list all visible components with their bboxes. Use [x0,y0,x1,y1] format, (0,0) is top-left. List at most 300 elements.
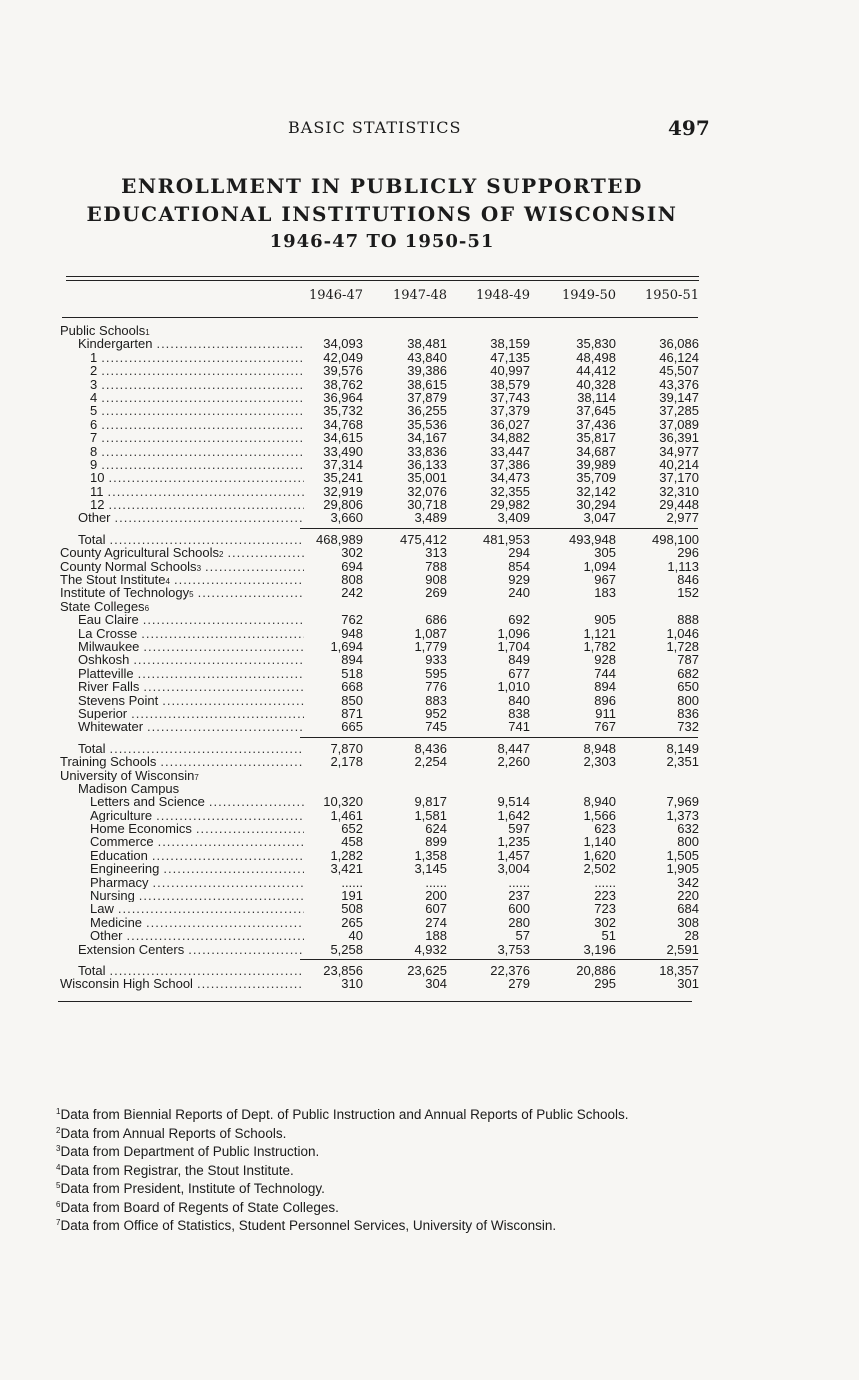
table-cell: 1,113 [667,558,699,574]
row-label-text: Total [78,963,106,978]
table-cell: 36,255 [407,403,447,419]
table-cell: 1,728 [666,638,699,654]
table-cell: 624 [425,821,447,837]
table-cell: 46,124 [659,349,699,365]
table-cell: 800 [677,692,699,708]
row-label-text: Medicine [90,915,143,930]
table-cell: 305 [594,545,616,561]
table-cell: 40 [348,928,363,944]
row-label: The Stout Institute 4 ..... [60,573,304,586]
row-label [78,640,304,653]
title-line-2: EDUCATIONAL INSTITUTIONS OF WISCONSIN [86,202,678,226]
table-row [60,471,700,484]
table-row [60,640,700,653]
row-label [90,809,304,822]
row-label-text: Agriculture [90,808,153,823]
row-label [78,943,304,956]
row-label-text: Milwaukee [78,639,140,654]
table-cell: 302 [594,914,616,930]
leader-dots [209,795,304,808]
table-cell: 237 [508,888,530,904]
row-label: University of Wisconsin 7 [60,768,199,782]
table-row [60,511,700,524]
table-cell: 595 [425,665,447,681]
leader-dots [109,533,304,546]
table-row [60,613,700,626]
row-label [78,533,304,546]
leader-dots [163,862,304,875]
table-cell: 37,386 [490,456,530,472]
table-cell: 274 [425,914,447,930]
row-label-text: Madison Campus [78,781,180,796]
table-cell: 34,977 [659,443,699,459]
table-cell: 302 [341,545,363,561]
table-cell: 152 [677,585,699,601]
table-cell: 295 [594,976,616,992]
row-label-text: 1 [90,350,98,365]
row-label [90,431,304,444]
footnote-number: 7 [56,1218,61,1227]
table-cell: 8,447 [497,740,530,756]
footnote-number: 3 [56,1144,61,1153]
row-label-text: Whitewater [78,720,144,734]
table-cell: 1,121 [583,625,616,641]
table-cell: 44,412 [576,363,616,379]
table-cell: 32,310 [659,483,699,499]
row-label-text: Other [90,929,123,943]
table-row [60,600,700,613]
leader-dots [143,680,304,693]
table-cell: 342 [677,874,699,890]
leader-dots [131,707,304,720]
table-cell: 36,086 [659,336,699,352]
table-top-rule-2 [66,280,699,281]
leader-dots [198,586,304,599]
table-cell: 1,694 [330,638,363,654]
page-number: 497 [668,116,710,140]
table-cell: 39,147 [659,389,699,405]
row-label-text: Eau Claire [78,613,139,627]
table-cell: 888 [677,612,699,628]
table-cell: 607 [425,901,447,917]
leader-dots [109,742,304,755]
row-label-text: 12 [90,498,105,512]
table-cell: ...... [425,874,447,890]
table-row [60,351,700,364]
table-cell: 8,940 [583,794,616,810]
table-cell: 40,997 [490,363,530,379]
table-row [60,876,700,889]
table-cell: 220 [677,888,699,904]
table-cell: 493,948 [569,531,616,547]
table-cell: 2,591 [666,941,699,957]
leader-dots [101,391,304,404]
row-label-text: 9 [90,457,98,472]
table-cell: 29,982 [490,497,530,513]
row-label [90,471,304,484]
table-row [60,769,700,782]
leader-dots [197,977,304,990]
column-header: 1950-51 [644,288,699,303]
table-cell: 1,046 [666,625,699,641]
footnote-number: 5 [56,1181,61,1190]
row-label-text: Oshkosh [78,653,130,667]
table-cell: 854 [508,558,530,574]
page-title [0,172,764,256]
footnote [56,1143,706,1162]
row-label [78,627,304,640]
table-cell: 2,351 [666,754,699,770]
table-cell: 8,149 [666,740,699,756]
table-cell: 240 [508,585,530,601]
table-row [60,586,700,599]
row-label [90,849,304,862]
row-label [90,404,304,417]
table-cell: 34,473 [490,470,530,486]
column-header: 1946-47 [308,288,363,303]
column-header: 1947-48 [392,288,447,303]
row-label [78,782,478,795]
table-cell: 304 [425,976,447,992]
footnote [56,1217,706,1236]
table-cell: 475,412 [400,531,447,547]
table-cell: 1,782 [583,638,616,654]
row-label [78,511,304,524]
leader-dots [108,471,304,484]
table-row [60,977,700,990]
column-header: 1949-50 [561,288,616,303]
table-cell: 45,507 [659,363,699,379]
row-label-text: Public Schools [60,324,146,338]
row-label [90,378,304,391]
table-cell: 18,357 [659,962,699,978]
leader-dots [156,337,304,350]
leader-dots [101,418,304,431]
row-label-text: Engineering [90,862,160,876]
table-cell: 30,294 [576,497,616,513]
table-cell: 632 [677,821,699,837]
table-cell: 36,133 [407,456,447,472]
row-label-text: The Stout Institute [60,573,166,587]
table-row [60,902,700,915]
table-row [60,546,700,559]
table-cell: 597 [508,821,530,837]
table-cell: 9,514 [497,794,530,810]
table-cell: 2,178 [330,754,363,770]
table-cell: 1,642 [497,807,530,823]
table-cell: 37,645 [576,403,616,419]
leader-dots [141,627,304,640]
table-cell: 38,579 [490,376,530,392]
table-cell: 39,576 [323,363,363,379]
row-label [90,929,304,942]
footnote-text: Data from President, Institute of Technology. [60,1181,325,1196]
table-cell: 668 [341,679,363,695]
leader-dots [196,822,304,835]
row-label-text: Superior [78,706,128,721]
row-label: State Colleges 6 [60,599,150,614]
row-label [90,498,304,511]
leader-dots [147,720,304,733]
table-row [60,943,700,956]
table-row [60,560,700,573]
table-row [60,378,700,391]
table-row [60,835,700,848]
table-row [60,533,700,546]
row-label [90,822,304,835]
table-cell: 1,358 [414,847,447,863]
table-cell: 3,660 [330,510,363,526]
row-label [78,742,304,755]
row-label [60,755,304,768]
row-label [90,889,304,902]
table-cell: 3,004 [497,861,530,877]
table-cell: 301 [677,976,699,992]
table-row [60,458,700,471]
table-cell: 37,314 [323,456,363,472]
table-row [60,337,700,350]
table-cell: 23,856 [323,962,363,978]
table-cell: 692 [508,612,530,628]
table-cell: 37,436 [576,416,616,432]
table-cell: 32,076 [407,483,447,499]
table-cell: 28 [684,928,699,944]
header-bottom-rule [62,317,698,318]
table-cell: 896 [594,692,616,708]
row-label-text: Law [90,902,114,916]
table-row [60,573,700,586]
table-row [60,964,700,977]
footnote-text: Data from Annual Reports of Schools. [60,1125,287,1141]
table-cell: 37,879 [407,389,447,405]
table-cell: 36,391 [659,430,699,446]
footnote [56,1199,706,1218]
table-cell: 308 [677,914,699,930]
row-label [90,391,304,404]
table-cell: 5,258 [330,941,363,957]
table-row [60,755,700,768]
table-cell: 310 [341,976,363,992]
footnote-number: 1 [56,1107,61,1116]
table-cell: 840 [508,692,530,708]
table-cell: 38,762 [323,376,363,392]
table-cell: 43,840 [407,349,447,365]
row-label [78,613,304,626]
table-row [60,364,700,377]
row-label [90,351,304,364]
table-cell: 1,779 [414,638,447,654]
footnote-text: Data from Registrar, the Stout Institute. [60,1162,294,1178]
table-row [60,418,700,431]
row-label-text: State Colleges [60,599,145,614]
table-cell: 911 [595,705,616,721]
table-row [60,720,700,733]
row-label-text: University of Wisconsin [60,768,195,782]
row-label-text: Wisconsin High School [60,977,193,991]
table-cell: 188 [425,928,447,944]
table-cell: 686 [425,612,447,628]
table-cell: 42,049 [323,349,363,365]
table-cell: 600 [508,901,530,917]
table-cell: 1,704 [497,638,530,654]
table-cell: 908 [425,572,447,588]
table-cell: 34,093 [323,336,363,352]
table-cell: 745 [425,719,447,735]
footnote [56,1106,706,1125]
table-cell: 280 [508,914,530,930]
enrollment-table [60,324,700,991]
table-row [60,498,700,511]
row-label-text: Commerce [90,835,154,849]
row-label-text: La Crosse [78,626,138,640]
row-label [78,337,304,350]
footnote-text: Data from Biennial Reports of Dept. of Public Instruction and Annual Reports of Public Schools. [60,1107,629,1122]
table-row [60,889,700,902]
table-cell: ...... [341,874,363,890]
table-cell: 35,709 [576,470,616,486]
row-label [78,964,304,977]
leader-dots [101,378,304,391]
table-cell: 32,919 [323,483,363,499]
table-cell: 33,490 [323,443,363,459]
table-cell: 33,447 [490,443,530,459]
row-label-text: Institute of Technology [60,586,190,600]
table-cell: 929 [508,572,530,588]
footnote [56,1162,706,1181]
table-cell: 1,620 [583,847,616,863]
table-cell: 43,376 [659,376,699,392]
table-cell: 952 [425,705,447,721]
table-cell: 242 [341,585,363,601]
table-cell: ...... [508,874,530,890]
table-cell: 38,615 [407,376,447,392]
table-cell: 1,140 [583,834,616,850]
table-cell: 787 [677,652,699,668]
table-cell: 23,625 [407,962,447,978]
leader-dots [115,511,304,524]
table-row [60,485,700,498]
table-cell: 48,498 [576,349,616,365]
table-cell: 34,768 [323,416,363,432]
table-cell: 2,254 [414,754,447,770]
table-bottom-rule [58,1001,692,1002]
leader-dots [108,498,304,511]
table-row [60,707,700,720]
table-cell: 39,386 [407,363,447,379]
table-cell: 3,145 [414,861,447,877]
table-cell: 35,817 [576,430,616,446]
table-cell: 22,376 [490,962,530,978]
table-cell: 32,142 [576,483,616,499]
row-label-text: Platteville [78,666,134,681]
table-cell: 767 [594,719,616,735]
table-cell: 223 [594,888,616,904]
table-cell: 191 [341,888,363,904]
table-row [60,404,700,417]
leader-dots [101,445,304,458]
table-cell: 1,457 [497,847,530,863]
title-line-3: 1946-47 TO 1950-51 [269,231,495,252]
table-cell: 37,089 [659,416,699,432]
table-cell: 38,481 [407,336,447,352]
table-cell: 1,566 [583,807,616,823]
table-row [60,627,700,640]
row-label-text: Total [78,741,106,756]
table-cell: 35,001 [407,470,447,486]
row-label-text: Home Economics [90,822,192,836]
leader-dots [143,640,304,653]
table-row [60,431,700,444]
table-cell: 37,170 [659,470,699,486]
table-cell: 296 [677,545,699,561]
table-cell: 468,989 [316,531,363,547]
row-label [78,694,304,707]
table-cell: 37,285 [659,403,699,419]
table-cell: 1,010 [497,679,530,695]
row-label-text: County Agricultural Schools [60,546,219,560]
table-cell: 40,328 [576,376,616,392]
table-cell: 723 [594,901,616,917]
table-cell: 458 [341,834,363,850]
table-cell: 35,241 [323,470,363,486]
table-cell: ...... [594,874,616,890]
leader-dots [109,964,304,977]
table-cell: 313 [425,545,447,561]
row-label: Public Schools 1 [60,324,150,338]
table-cell: 2,303 [583,754,616,770]
row-label: Institute of Technology 5 ..... [60,586,304,599]
table-cell: 652 [341,821,363,837]
table-cell: 808 [341,572,363,588]
table-cell: 40,214 [659,456,699,472]
table-row [60,742,700,755]
table-cell: 265 [341,914,363,930]
leader-dots [101,364,304,377]
row-label-text: Extension Centers [78,942,185,956]
leader-dots [152,849,304,862]
row-label-text: 2 [90,364,98,378]
leader-dots [153,876,304,889]
running-head [0,118,859,142]
table-cell: 846 [677,572,699,588]
table-row [60,849,700,862]
table-cell: 200 [425,888,447,904]
table-cell: 35,830 [576,336,616,352]
sum-rule [300,959,698,960]
leader-dots [101,351,304,364]
table-row [60,862,700,875]
row-label [78,667,304,680]
row-label-text: 6 [90,417,98,432]
row-label-text: 7 [90,431,98,445]
row-label [90,862,304,875]
table-cell: 30,718 [407,497,447,513]
row-label-text: Stevens Point [78,693,159,707]
table-cell: 948 [341,625,363,641]
leader-dots [133,653,304,666]
table-cell: 508 [341,901,363,917]
table-cell: 38,159 [490,336,530,352]
row-label [90,835,304,848]
table-cell: 3,489 [414,510,447,526]
leader-dots [101,458,304,471]
leader-dots [108,485,305,498]
table-cell: 481,953 [483,531,530,547]
table-cell: 684 [677,901,699,917]
leader-dots [118,902,304,915]
table-cell: 732 [677,719,699,735]
footnote [56,1180,706,1199]
